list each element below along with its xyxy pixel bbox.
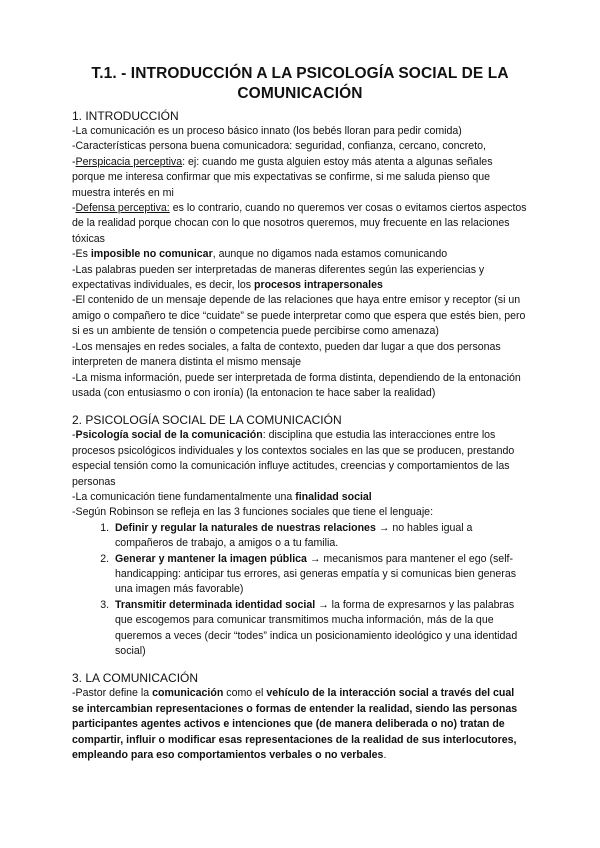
bold-term: procesos intrapersonales [253,279,383,292]
text-run: como el [223,687,267,700]
paragraph [72,155,528,201]
text-run: -Las palabras pueden ser interpretadas de maneras diferentes según las experiencias y expectativas individuales, es decir, los [72,263,485,292]
paragraph: -Según Robinson se refleja en las 3 funciones sociales que tiene el lenguaje: [72,506,434,519]
list-item [112,521,528,552]
paragraph: -Características persona buena comunicadora: seguridad, confianza, cercano, concreto, [72,140,486,153]
text-run: , aunque no digamos nada estamos comunicando [212,248,448,261]
underlined-term: Perspicacia perceptiva [75,155,183,168]
text-run: - [72,429,76,442]
functions-list [72,521,528,660]
paragraph [72,428,528,490]
bold-term: comunicación [152,687,224,700]
list-item [112,598,528,660]
paragraph: -El contenido de un mensaje depende de las relaciones que haya entre emisor y receptor (si un amigo o compañero te dice “cuidate” se puede interpretar como que espera que estés bien, pero si es un ambiente de tensión o competencia puede percibirse como amenaza) [72,294,526,338]
section-heading: 2. PSICOLOGÍA SOCIAL DE LA COMUNICACIÓN [72,413,342,428]
text-run: → mecanismos para mantener el ego (self-handicapping: anticipar tus errores, asi generas empatía y si comunicas bien generas una imagen más favorable) [115,552,517,596]
section-la-comunicacion [72,671,528,763]
text-run: → la forma de expresarnos y las palabras que escogemos para comunicar transmitimos mucha información, más de la que queremos a veces (decir “todes” indica un posicionamiento ideológico y una identidad social) [115,598,518,657]
bold-term: Transmitir determinada identidad social [115,598,316,611]
section-heading: 3. LA COMUNICACIÓN [72,671,199,686]
paragraph [72,490,528,505]
list-item [112,552,528,598]
text-run: -Es [72,248,91,261]
text-run: : disciplina que estudia las interacciones entre los procesos psicológicos individuales y los contextos sociales en las que se producen, prestando especial tensión como la comunicación influye actitudes, creencias y comportamientos de las personas [72,429,515,488]
section-introduccion [72,109,528,401]
paragraph: -Los mensajes en redes sociales, a falta de contexto, pueden dar lugar a que dos personas interpreten de manera distinta el mismo mensaje [72,340,501,369]
bold-term: finalidad social [295,490,372,503]
text-run: -La comunicación tiene fundamentalmente una [72,490,296,503]
text-run: - [72,202,76,215]
paragraph [72,247,528,262]
paragraph: -La misma información, puede ser interpretada de forma distinta, dependiendo de la entonación usada (con entusiasmo o con ironía) (la entonacion te hace saber la realidad) [72,371,521,399]
text-run: . [383,749,387,762]
bold-term: imposible no comunicar [90,248,213,261]
text-run: -Pastor define la [72,687,153,700]
bold-term: Definir y regular la naturales de nuestras relaciones [115,521,376,534]
bold-term: Generar y mantener la imagen pública [115,552,307,565]
text-run: : ej: cuando me gusta alguien estoy más atenta a algunas señales porque me interesa confirmar que mis expectativas se confirme, si me saluda pienso que muestra interés en mi [72,155,493,199]
paragraph [72,686,528,763]
document-title: T.1. - INTRODUCCIÓN A LA PSICOLOGÍA SOCIAL DE LA COMUNICACIÓN [91,65,509,102]
text-run: - [72,155,76,168]
paragraph [72,201,528,247]
paragraph [72,263,528,294]
bold-term: Psicología social de la comunicación [75,429,263,442]
text-run: es lo contrario, cuando no queremos ver cosas o evitamos ciertos aspectos de la realidad porque chocan con lo que nosotros queremos, muy frecuente en las relaciones tóxicas [72,202,527,245]
bold-definition: vehículo de la interacción social a través del cual se intercambian representaciones o formas de entender la realidad, siendo las personas participantes agentes activos e intenciones que (de manera deliberada o no) tratan de compartir, influir o modificar esas representaciones de la realidad de sus interlocutores, empleando para eso comportamientos verbales o no verbales [72,687,518,762]
paragraph: -La comunicación es un proceso básico innato (los bebés lloran para pedir comida) [72,125,462,137]
underlined-term: Defensa perceptiva: [75,202,170,215]
section-psicologia-social [72,413,528,659]
text-run: → no hables igual a compañeros de trabajo, a amigos o a tu familia. [115,521,473,550]
section-heading: 1. INTRODUCCIÓN [72,109,179,123]
